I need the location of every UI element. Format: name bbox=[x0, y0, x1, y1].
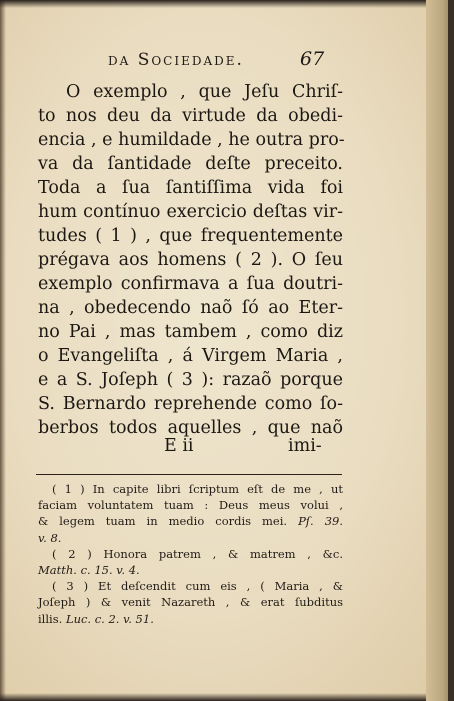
page-right-dark-edge bbox=[448, 0, 454, 701]
page-left-shadow bbox=[0, 0, 6, 701]
text-line: berbos todos aquelles , que naõ bbox=[38, 418, 343, 438]
footnote-3-line bbox=[38, 611, 343, 627]
text-line: Toda a ſua ſantiſſima vida foi bbox=[38, 178, 343, 198]
signature-mark: E ii bbox=[164, 436, 194, 456]
footnote-3-line: Joſeph ) & venit Nazareth , & erat ſubditus bbox=[38, 595, 343, 610]
footnote-2-reference: Matth. c. 15. v. 4. bbox=[38, 563, 140, 578]
page-top-shadow bbox=[0, 0, 454, 8]
text-line: hum contínuo exercicio deſtas vir- bbox=[38, 202, 343, 222]
footnote-2-line: ( 2 ) Honora patrem , & matrem , &c. bbox=[52, 546, 343, 561]
text-line: prégava aos homens ( 2 ). O ſeu bbox=[38, 250, 343, 270]
text-line: e a S. Joſeph ( 3 ): razaõ porque bbox=[38, 370, 343, 390]
footnote-3-text: illis. bbox=[38, 611, 63, 626]
footnote-1-line: ( 1 ) In capite libri ſcriptum eſt de me , ut bbox=[52, 482, 343, 496]
footnote-1-reference: Pſ. 39. bbox=[298, 514, 343, 529]
text-line: o Evangeliſta , á Virgem Maria , bbox=[38, 346, 343, 366]
main-text bbox=[38, 80, 343, 440]
footnote-1-text: & legem tuam in medio cordis mei. bbox=[38, 514, 288, 529]
footnotes bbox=[38, 481, 343, 627]
page-number: 67 bbox=[300, 48, 325, 70]
running-title: da Sociedade. bbox=[108, 50, 244, 70]
text-line: encia , e humildade , he outra pro- bbox=[38, 130, 345, 150]
text-line: S. Bernardo reprehende como ſo- bbox=[38, 394, 343, 414]
page-bottom-shadow bbox=[0, 693, 454, 701]
catchword: imi- bbox=[288, 436, 322, 456]
text-line: no Pai , mas tambem , como diz bbox=[38, 322, 343, 342]
text-line: va da ſantidade deſte preceito. bbox=[38, 154, 343, 174]
text-line: to nos deu da virtude da obedi- bbox=[38, 106, 343, 126]
text-line: tudes ( 1 ) , que frequentemente bbox=[38, 226, 343, 246]
footnote-1-line: v. 8. bbox=[38, 530, 62, 545]
footnote-rule bbox=[36, 474, 342, 475]
text-line: O exemplo , que Jeſu Chriſ- bbox=[66, 82, 343, 102]
footnote-3-line: ( 3 ) Et deſcendit cum eis , ( Maria , & bbox=[52, 579, 343, 594]
footnote-1-line bbox=[38, 513, 343, 529]
text-line: exemplo confirmava a ſua doutri- bbox=[38, 274, 343, 294]
footnote-3-reference: Luc. c. 2. v. 51. bbox=[65, 611, 154, 626]
text-line: na , obedecendo naõ ſó ao Eter- bbox=[38, 298, 343, 318]
footnote-1-line: faciam voluntatem tuam : Deus meus volui , bbox=[38, 498, 343, 513]
